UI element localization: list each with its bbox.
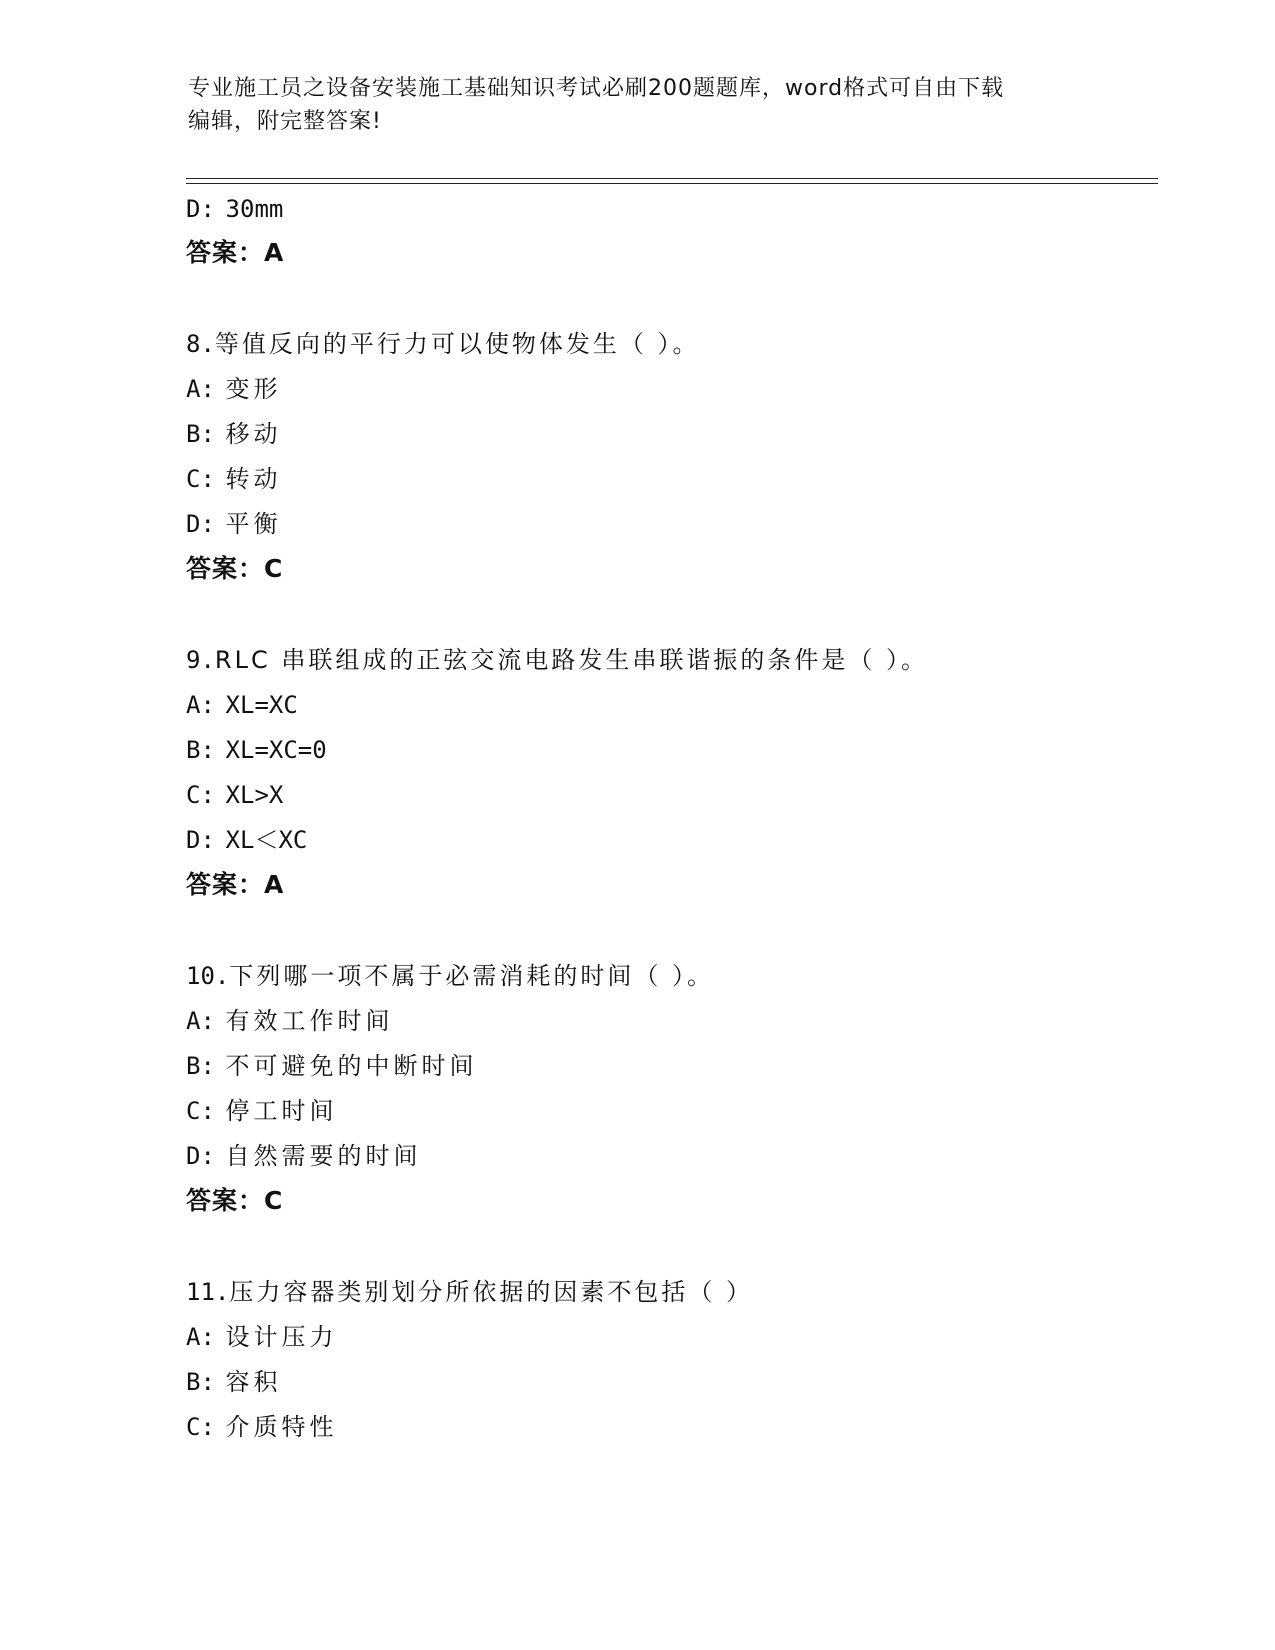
option-label: A:	[186, 1323, 215, 1351]
question-10-answer: 答案：C	[186, 1186, 284, 1215]
header-title-line2: 编辑，附完整答案!	[188, 109, 382, 134]
option-text: 30mm	[225, 195, 284, 223]
option-text: 介质特性	[225, 1413, 338, 1441]
option-text: 移动	[225, 420, 282, 448]
option-text: 转动	[225, 465, 282, 493]
option-text: 变形	[225, 375, 282, 403]
prev-question-option-d	[186, 194, 283, 224]
question-number: 11.	[186, 1278, 230, 1306]
option-text: 设计压力	[225, 1323, 338, 1351]
question-8-option-b	[186, 419, 282, 449]
question-8-option-c	[186, 464, 282, 494]
option-label: A:	[186, 691, 215, 719]
option-text: XL=XC	[225, 691, 298, 719]
option-label: B:	[186, 1052, 215, 1080]
option-label: A:	[186, 1007, 215, 1035]
question-11-stem	[186, 1277, 753, 1307]
option-text: XL＜XC	[225, 826, 308, 854]
question-11-option-a	[186, 1322, 338, 1352]
question-8-option-d	[186, 509, 282, 539]
header-divider-bottom	[186, 183, 1158, 184]
option-text: 自然需要的时间	[225, 1142, 422, 1170]
option-label: B:	[186, 736, 215, 764]
option-text: 有效工作时间	[225, 1007, 394, 1035]
question-11-option-c	[186, 1412, 338, 1442]
prev-question-answer: 答案：A	[186, 238, 285, 267]
option-text: 不可避免的中断时间	[225, 1052, 478, 1080]
option-label: C:	[186, 1413, 215, 1441]
question-8-answer: 答案：C	[186, 554, 284, 583]
option-text: 停工时间	[225, 1097, 338, 1125]
question-10-option-a	[186, 1006, 394, 1036]
question-10-stem	[186, 961, 714, 991]
question-9-option-b	[186, 735, 327, 765]
option-label: C:	[186, 781, 215, 809]
option-label: D:	[186, 1142, 215, 1170]
question-text: 等值反向的平行力可以使物体发生（ ）。	[214, 330, 700, 358]
question-number: 9.	[186, 646, 215, 674]
question-10-option-d	[186, 1141, 422, 1171]
question-text: 压力容器类别划分所依据的因素不包括（ ）	[229, 1278, 753, 1306]
option-text: 容积	[225, 1368, 282, 1396]
option-label: D:	[186, 195, 215, 223]
question-number: 10.	[186, 962, 230, 990]
document-header	[188, 72, 1088, 138]
option-label: C:	[186, 1097, 215, 1125]
option-label: D:	[186, 510, 215, 538]
question-9-option-c	[186, 780, 283, 810]
question-9-stem	[186, 645, 928, 675]
option-text: XL>X	[225, 781, 284, 809]
question-10-option-c	[186, 1096, 338, 1126]
option-text: XL=XC=0	[225, 736, 327, 764]
question-9-answer: 答案：A	[186, 870, 285, 899]
option-label: C:	[186, 465, 215, 493]
option-label: B:	[186, 420, 215, 448]
option-label: B:	[186, 1368, 215, 1396]
question-9-option-d	[186, 825, 307, 855]
option-label: D:	[186, 826, 215, 854]
question-10-option-b	[186, 1051, 478, 1081]
question-8-option-a	[186, 374, 282, 404]
option-text: 平衡	[225, 510, 282, 538]
question-9-option-a	[186, 690, 298, 720]
question-number: 8.	[186, 330, 215, 358]
option-label: A:	[186, 375, 215, 403]
header-title-line1: 专业施工员之设备安装施工基础知识考试必刷200题题库，word格式可自由下载	[188, 76, 1005, 101]
question-text: RLC 串联组成的正弦交流电路发生串联谐振的条件是（ ）。	[214, 646, 928, 674]
question-8-stem	[186, 329, 700, 359]
header-divider-top	[186, 178, 1158, 179]
question-text: 下列哪一项不属于必需消耗的时间（ ）。	[229, 962, 714, 990]
question-11-option-b	[186, 1367, 282, 1397]
